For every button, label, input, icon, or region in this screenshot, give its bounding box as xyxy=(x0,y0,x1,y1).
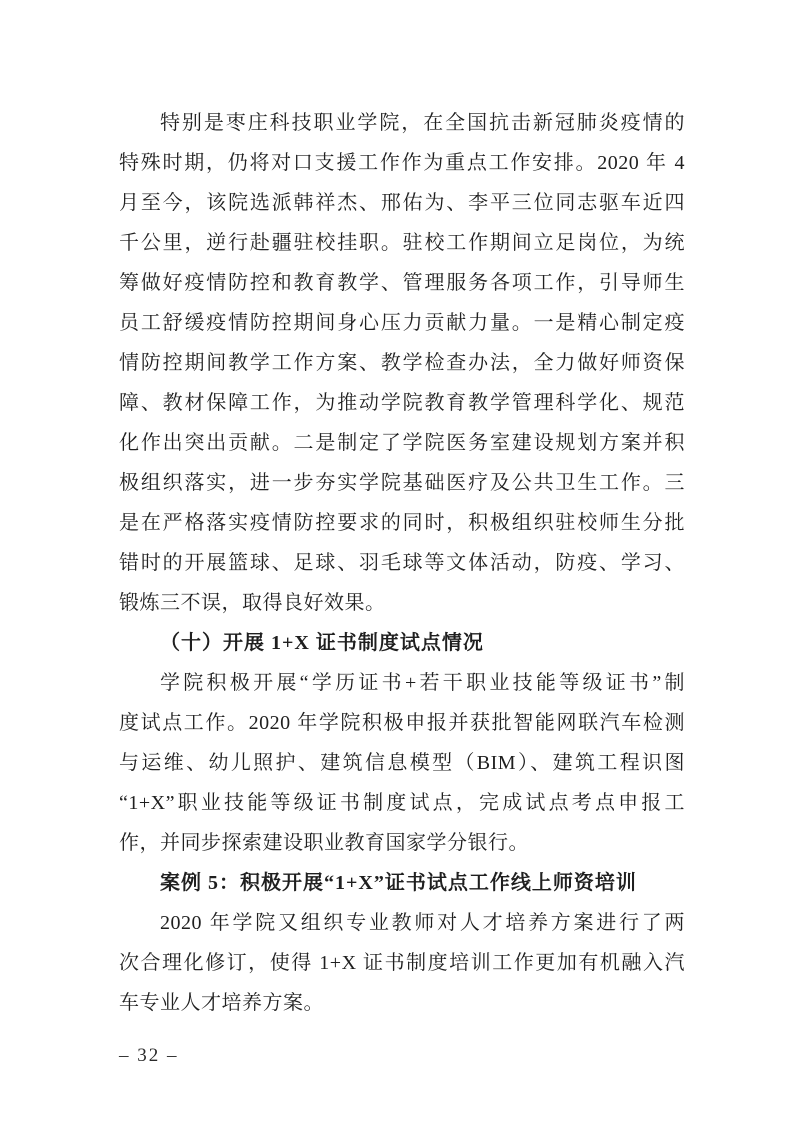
text-line: 员工舒缓疫情防控期间身心压力贡献力量。一是精心制定疫 xyxy=(119,312,685,334)
text-line: 案例 5：积极开展“1+X”证书试点工作线上师资培训 xyxy=(160,872,637,894)
text-line: 月至今，该院选派韩祥杰、邢佑为、李平三位同志驱车近四 xyxy=(119,192,685,214)
text-line: 特别是枣庄科技职业学院，在全国抗击新冠肺炎疫情的 xyxy=(160,112,685,134)
heading-section-ten xyxy=(119,623,685,663)
text-line: 度试点工作。2020 年学院积极申报并获批智能网联汽车检测 xyxy=(119,712,685,734)
text-line: （十）开展 1+X 证书制度试点情况 xyxy=(160,632,484,654)
text-line: 车专业人才培养方案。 xyxy=(119,992,324,1014)
text-line: 错时的开展篮球、足球、羽毛球等文体活动，防疫、学习、 xyxy=(119,552,685,574)
text-line: “1+X”职业技能等级证书制度试点，完成试点考点申报工 xyxy=(119,792,685,814)
heading-case-five xyxy=(119,863,685,903)
text-line: 作，并同步探索建设职业教育国家学分银行。 xyxy=(119,832,529,854)
paragraph-1x-certificate-pilot xyxy=(119,663,685,863)
text-line: 与运维、幼儿照护、建筑信息模型（BIM）、建筑工程识图 xyxy=(119,752,685,774)
page-number: – 32 – xyxy=(119,1045,179,1066)
text-block xyxy=(119,103,685,1023)
text-line: 千公里，逆行赴疆驻校挂职。驻校工作期间立足岗位，为统 xyxy=(119,232,685,254)
text-line: 锻炼三不误，取得良好效果。 xyxy=(119,592,386,614)
text-line: 次合理化修订，使得 1+X 证书制度培训工作更加有机融入汽 xyxy=(119,952,685,974)
text-line: 筹做好疫情防控和教育教学、管理服务各项工作，引导师生 xyxy=(119,272,685,294)
paragraph-pandemic-support xyxy=(119,103,685,623)
text-line: 情防控期间教学工作方案、教学检查办法，全力做好师资保 xyxy=(119,352,685,374)
text-line: 化作出突出贡献。二是制定了学院医务室建设规划方案并积 xyxy=(119,432,685,454)
text-line: 2020 年学院又组织专业教师对人才培养方案进行了两 xyxy=(160,912,685,934)
text-line: 学院积极开展“学历证书+若干职业技能等级证书”制 xyxy=(160,672,685,694)
text-line: 极组织落实，进一步夯实学院基础医疗及公共卫生工作。三 xyxy=(119,472,685,494)
text-line: 特殊时期，仍将对口支援工作作为重点工作安排。2020 年 4 xyxy=(119,152,685,174)
text-line: 障、教材保障工作，为推动学院教育教学管理科学化、规范 xyxy=(119,392,685,414)
text-line: 是在严格落实疫情防控要求的同时，积极组织驻校师生分批 xyxy=(119,512,685,534)
paragraph-teacher-training xyxy=(119,903,685,1023)
